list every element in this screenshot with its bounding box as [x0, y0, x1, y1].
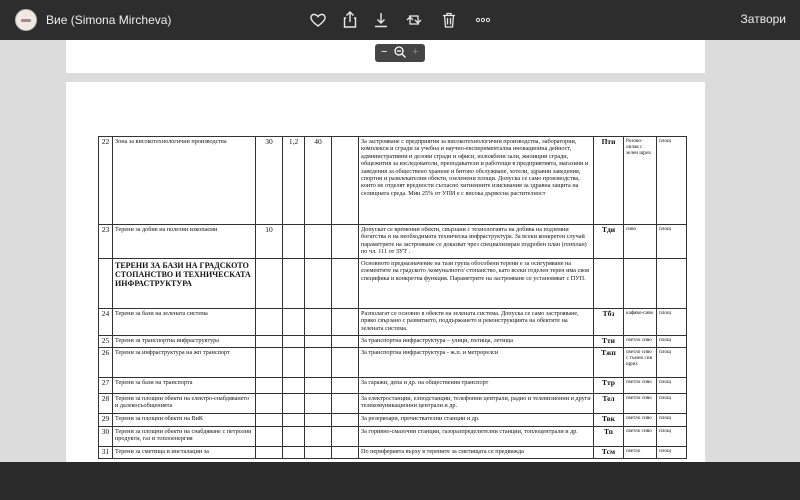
cell-desc: За горивно-смазочни станции, газоразпределителни станции, топлоцентрали и др. [359, 427, 594, 447]
table-row [99, 137, 687, 225]
cell-color: светло сиво с тъмно сив щрих [624, 348, 657, 378]
viewer-bottombar [0, 462, 800, 500]
table-row [99, 414, 687, 427]
heart-icon[interactable] [308, 10, 328, 30]
cell-c3 [305, 394, 332, 414]
cell-num: 31 [99, 447, 113, 459]
cell-num: 23 [99, 225, 113, 259]
table-row [99, 309, 687, 336]
document-page [66, 82, 705, 462]
viewer-topbar [0, 0, 800, 40]
cell-color: кафяво-сиво [624, 309, 657, 336]
cell-code: Пти [594, 137, 624, 225]
cell-c2 [283, 225, 305, 259]
cell-c3 [305, 336, 332, 348]
cell-c3 [305, 348, 332, 378]
cell-c4 [332, 378, 359, 394]
cell-c2: 1,2 [283, 137, 305, 225]
cell-c4 [332, 394, 359, 414]
cell-color: светло сиво [624, 336, 657, 348]
avatar[interactable] [15, 9, 37, 31]
table-row [99, 378, 687, 394]
cell-last: площ [657, 447, 687, 459]
more-icon[interactable] [473, 10, 493, 30]
cell-c4 [332, 309, 359, 336]
cell-color: Розово-лилав с зелен щрих [624, 137, 657, 225]
cell-desc: За резервоари, пречиствателни станции и др. [359, 414, 594, 427]
cell-c1 [256, 394, 283, 414]
cell-c1 [256, 309, 283, 336]
cell-num: 25 [99, 336, 113, 348]
cell-c1 [256, 414, 283, 427]
cell-name: Терени за бази на зелената система [113, 309, 256, 336]
cell-num: 30 [99, 427, 113, 447]
cell-num: 29 [99, 414, 113, 427]
table-row [99, 225, 687, 259]
cell-code: Твк [594, 414, 624, 427]
cell-c2 [283, 309, 305, 336]
cell-last: площ [657, 414, 687, 427]
table-row [99, 336, 687, 348]
cell-desc: За застрояване с предприятия за високотехнологични производства, лаборатории, комплекси и сгради за учебна и научно-експериментална иновационна дейност, административни и делови сгради и офиси, изложбени зали, жилищни сгради, общежития за изследователи, преподаватели и работещи в предприятията, магазини и заведения за обществено хранене и битово обслужване, хотели, здравни заведения, спортни и развлекателни обекти, озеленени площи. Допуска се само производства, които не отделят вредности съгласно хигиенните изисквания за здравна защита на селищната среда. Мин 25% от УПИ е с висока дървесна растителност [359, 137, 594, 225]
zoom-icon[interactable] [393, 45, 407, 62]
cell-c3: 40 [305, 137, 332, 225]
table-row [99, 394, 687, 414]
cell-code: Тжп [594, 348, 624, 378]
cell-last: площ [657, 225, 687, 259]
cell-name: Терени за площни обекти на снабдяване с петролни продукти, газ и топлоенергия [113, 427, 256, 447]
cell-c3 [305, 309, 332, 336]
share-icon[interactable] [340, 10, 360, 30]
cell-last: площ [657, 336, 687, 348]
cell-last [657, 259, 687, 309]
cell-desc: Разполагат се основно в обекти на зелената система. Допуска се само застрояване, пряко свързано с развитието, поддържането и реконструкцията на обектите на зелената система. [359, 309, 594, 336]
cell-c2 [283, 259, 305, 309]
cell-desc: Основното предназначение на тази група обособени терени е за осигуряване на елементите на градското /комуналното/ стопанство, като всеки отделен терен има своя специфика и конкретна функция. Параметрите на застрояване се установяват с ПУП. [359, 259, 594, 309]
cell-c3 [305, 447, 332, 459]
cell-code: Тп [594, 427, 624, 447]
cell-desc: За транспортна инфраструктура - ж.п. и метрорелси [359, 348, 594, 378]
cell-name: Терени за площни обекти на ВиК [113, 414, 256, 427]
cell-code: Тел [594, 394, 624, 414]
table-row [99, 427, 687, 447]
cell-c2 [283, 427, 305, 447]
table-row [99, 348, 687, 378]
cell-name: Зона за високотехнологични производства [113, 137, 256, 225]
cell-code: Тти [594, 336, 624, 348]
cell-c1: 10 [256, 225, 283, 259]
cell-code: Тсм [594, 447, 624, 459]
cell-c4 [332, 225, 359, 259]
cell-c4 [332, 336, 359, 348]
cell-last: площ [657, 394, 687, 414]
cell-name: Терени за добив на полезни изкопаеми [113, 225, 256, 259]
cell-name: Терени за бази на транспорта [113, 378, 256, 394]
cell-color: светло сиво [624, 427, 657, 447]
cell-c2 [283, 394, 305, 414]
cell-c4 [332, 259, 359, 309]
cell-c2 [283, 414, 305, 427]
zoom-out-button[interactable]: − [381, 46, 388, 58]
cell-desc: За транспортна инфраструктура – улици, пътища, летища [359, 336, 594, 348]
cell-name: Терени за транспортна инфраструктура [113, 336, 256, 348]
viewer-title: Вие (Simona Mircheva) [46, 13, 172, 27]
cell-name: ТЕРЕНИ ЗА БАЗИ НА ГРАДСКОТО СТОПАНСТВО И ТЕХНИЧЕСКАТА ИНФРАСТРУКТУРА [113, 259, 256, 309]
cell-c3 [305, 225, 332, 259]
cell-color: светло сиво [624, 378, 657, 394]
cell-num: 26 [99, 348, 113, 378]
zoning-table [98, 136, 687, 459]
cell-c2 [283, 447, 305, 459]
cell-last: площ [657, 427, 687, 447]
cell-color: светло [624, 447, 657, 459]
cell-name: Терени за сметища и инсталации за [113, 447, 256, 459]
cell-num: 28 [99, 394, 113, 414]
cell-num: 24 [99, 309, 113, 336]
cell-last: площ [657, 348, 687, 378]
cell-last: площ [657, 137, 687, 225]
cell-c4 [332, 137, 359, 225]
cell-c1: 30 [256, 137, 283, 225]
cell-desc: По периферията върху в терените за сметищата се предвижда [359, 447, 594, 459]
cell-num [99, 259, 113, 309]
cell-c1 [256, 336, 283, 348]
cell-desc: За електростанции, елподстанции, телефонни централи, радио и телевизионни и други телекомуникационни централи и др. [359, 394, 594, 414]
cell-c2 [283, 348, 305, 378]
cell-last: площ [657, 309, 687, 336]
cell-c4 [332, 447, 359, 459]
cell-c1 [256, 348, 283, 378]
cell-desc: Допускат се временни обекти, свързани с технологията на добива на подземни богатства и на необходимата техническа инфраструктура. За всеки конкретен случай параметрите на застрояване се доказват чрез специализиран подробен план (генплан) по чл. 111 от ЗУТ . [359, 225, 594, 259]
cell-color: светло сиво [624, 414, 657, 427]
table-row [99, 447, 687, 459]
cell-c2 [283, 378, 305, 394]
cell-color [624, 259, 657, 309]
cell-color: светло сиво [624, 394, 657, 414]
cell-c4 [332, 414, 359, 427]
cell-name: Терени за площни обекти на електро-снабдяването и далекосъобщенията [113, 394, 256, 414]
cell-c3 [305, 378, 332, 394]
cell-c1 [256, 259, 283, 309]
cell-last: площ [657, 378, 687, 394]
cell-c3 [305, 414, 332, 427]
cell-c1 [256, 447, 283, 459]
cell-c2 [283, 336, 305, 348]
cell-c3 [305, 427, 332, 447]
cell-c1 [256, 378, 283, 394]
cell-c4 [332, 427, 359, 447]
cell-code: Ттр [594, 378, 624, 394]
cell-code [594, 259, 624, 309]
download-icon[interactable] [371, 10, 391, 30]
cell-num: 27 [99, 378, 113, 394]
trash-icon[interactable] [439, 10, 459, 30]
close-button[interactable]: Затвори [740, 12, 786, 26]
cell-c1 [256, 427, 283, 447]
cell-color: сиво [624, 225, 657, 259]
cell-name: Терени за инфраструктура на жп транспорт [113, 348, 256, 378]
cell-desc: За гаражи, депа и др. на обществения транспорт [359, 378, 594, 394]
rotate-icon[interactable] [404, 10, 424, 30]
zoom-in-button[interactable]: + [412, 46, 419, 58]
cell-c3 [305, 259, 332, 309]
cell-c4 [332, 348, 359, 378]
cell-num: 22 [99, 137, 113, 225]
cell-code: Тбз [594, 309, 624, 336]
zoom-control [375, 44, 425, 62]
table-row [99, 259, 687, 309]
cell-code: Тди [594, 225, 624, 259]
